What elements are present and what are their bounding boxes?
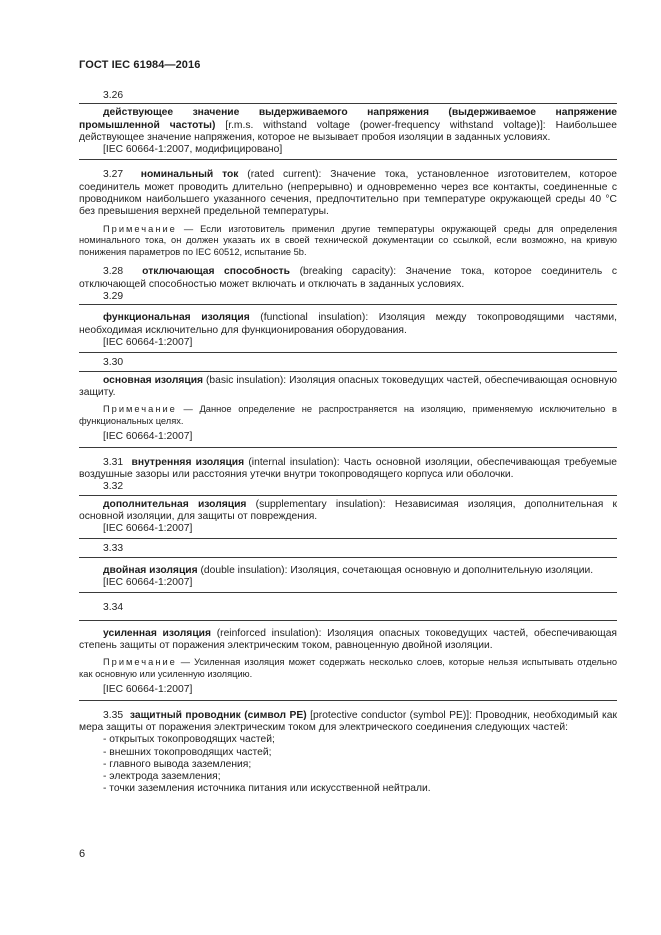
definition-paragraph (79, 312, 617, 337)
reference: [IEC 60664-1:2007, модифицировано] (103, 144, 283, 156)
definition-box (79, 304, 617, 353)
definition-paragraph (79, 710, 617, 735)
reference: [IEC 60664-1:2007] (103, 684, 193, 696)
entry-number: 3.26 (103, 90, 124, 101)
list-item: - главного вывода заземления; (103, 758, 252, 770)
entry-number: 3.32 (103, 481, 124, 493)
reference: [IEC 60664-1:2007] (103, 523, 193, 535)
term: двойная изоляция (103, 564, 198, 576)
definition-paragraph (79, 499, 617, 524)
reference: [IEC 60664-1:2007] (103, 336, 193, 348)
definition-paragraph (79, 628, 617, 653)
note (79, 224, 617, 259)
definition-text: (internal insulation): Часть основной изоляции, обеспечивающая требуемые воздушные зазоры или расстояния утечки внутри токопроводящего корпуса или оболочки. (79, 456, 617, 480)
note-label: Примечание (103, 223, 177, 234)
entry-number: 3.35 (103, 709, 124, 721)
definition-box (79, 620, 617, 701)
entry-number: 3.31 (103, 456, 124, 468)
note-text: — Данное определение не распространяется на изоляцию, применяемую исключительно в функциональных целях. (79, 404, 617, 426)
definition-box (79, 557, 617, 594)
definition-text: (supplementary insulation): Независимая изоляция, дополнительная к основной изоляции, для защиты от повреждения. (79, 498, 617, 522)
term: действующее значение выдерживаемого напряжения (выдерживаемое напряжение промышленной частоты) (79, 107, 617, 131)
term: функциональная изоляция (103, 312, 250, 324)
definition-text: (rated current): Значение тока, установленное изготовителем, которое соединитель может проводить длительно (непрерывно) и одновременно через все контакты, соединенные с проводником наибольшего указанного сечения, предпочтительно при температуре окружающей среды 40 °С без превышения верхней предельной температуры. (79, 169, 617, 218)
note-text: — Усиленная изоляция может содержать несколько слоев, которые нельзя испытывать отдельно как основную или усиленную изоляцию. (79, 657, 617, 679)
reference: [IEC 60664-1:2007] (103, 576, 193, 588)
list-item: - точки заземления источника питания или искусственной нейтрали. (103, 783, 431, 795)
entry-number: 3.34 (103, 602, 124, 614)
definition-text: (functional insulation): Изоляция между токопроводящими частями, необходимая исключительно для функционирования оборудования. (79, 312, 617, 336)
definition-box (79, 103, 617, 160)
entry-number: 3.28 (103, 266, 124, 278)
page-number: 6 (79, 848, 86, 860)
entry-number: 3.29 (103, 291, 124, 303)
definition-paragraph (79, 565, 617, 577)
list-item: - электрода заземления; (103, 771, 221, 783)
definition-box (79, 495, 617, 540)
term: основная изоляция (103, 374, 204, 386)
note (79, 404, 617, 427)
definition-paragraph (79, 266, 617, 291)
definition-text: [r.m.s. withstand voltage (power-frequency withstand voltage)]: Наибольшее действующее значение напряжения, которое не вызывает пробоя изоляции в заданных условиях. (79, 119, 617, 143)
page-header: ГОСТ IEC 61984—2016 (79, 59, 201, 71)
entry-number: 3.33 (103, 543, 124, 555)
definition-text: (breaking capacity): Значение тока, которое соединитель с отключающей способностью может включать и отключать в заданных условиях. (79, 266, 617, 290)
entry-number: 3.30 (103, 357, 124, 369)
definition-text: (double insulation): Изоляция, сочетающая основную и дополнительную изоляции. (197, 564, 594, 576)
definition-text: [protective conductor (symbol PE)]: Проводник, необходимый как мера защиты от поражения электрическим током для электрического соединения следующих частей: (79, 709, 617, 733)
definition-paragraph (79, 375, 617, 400)
term: дополнительная изоляция (103, 498, 247, 510)
term: номинальный ток (140, 169, 239, 181)
note-label: Примечание (103, 404, 177, 415)
entry-number: 3.27 (103, 169, 124, 181)
definition-paragraph (79, 107, 617, 144)
definition-box (79, 371, 617, 448)
term: отключающая способность (142, 266, 291, 278)
conductor-parts-list (79, 734, 617, 795)
note-text: — Если изготовитель применил другие температуры окружающей среды для определения номинального тока, он должен указать их в своей технической документации со ссылкой, если возможно, на кривую понижения параметров по IEC 60512, испытание 5b. (79, 223, 617, 257)
list-item: - внешних токопроводящих частей; (103, 746, 272, 758)
definition-paragraph (79, 457, 617, 482)
term: внутренняя изоляция (131, 456, 245, 468)
definition-paragraph (79, 169, 617, 218)
note (79, 657, 617, 680)
note-label: Примечание (103, 657, 177, 668)
definition-text: (reinforced insulation): Изоляция опасных токоведущих частей, обеспечивающая степень защиты от поражения электрическим током, равноценную двойной изоляции. (79, 627, 618, 651)
term: защитный проводник (символ PE) (129, 709, 307, 721)
page-content (79, 90, 617, 796)
definition-text: (basic insulation): Изоляция опасных токоведущих частей, обеспечивающая основную защиту. (79, 374, 617, 398)
list-item: - открытых токопроводящих частей; (103, 734, 275, 746)
reference: [IEC 60664-1:2007] (103, 431, 193, 443)
term: усиленная изоляция (103, 627, 211, 639)
